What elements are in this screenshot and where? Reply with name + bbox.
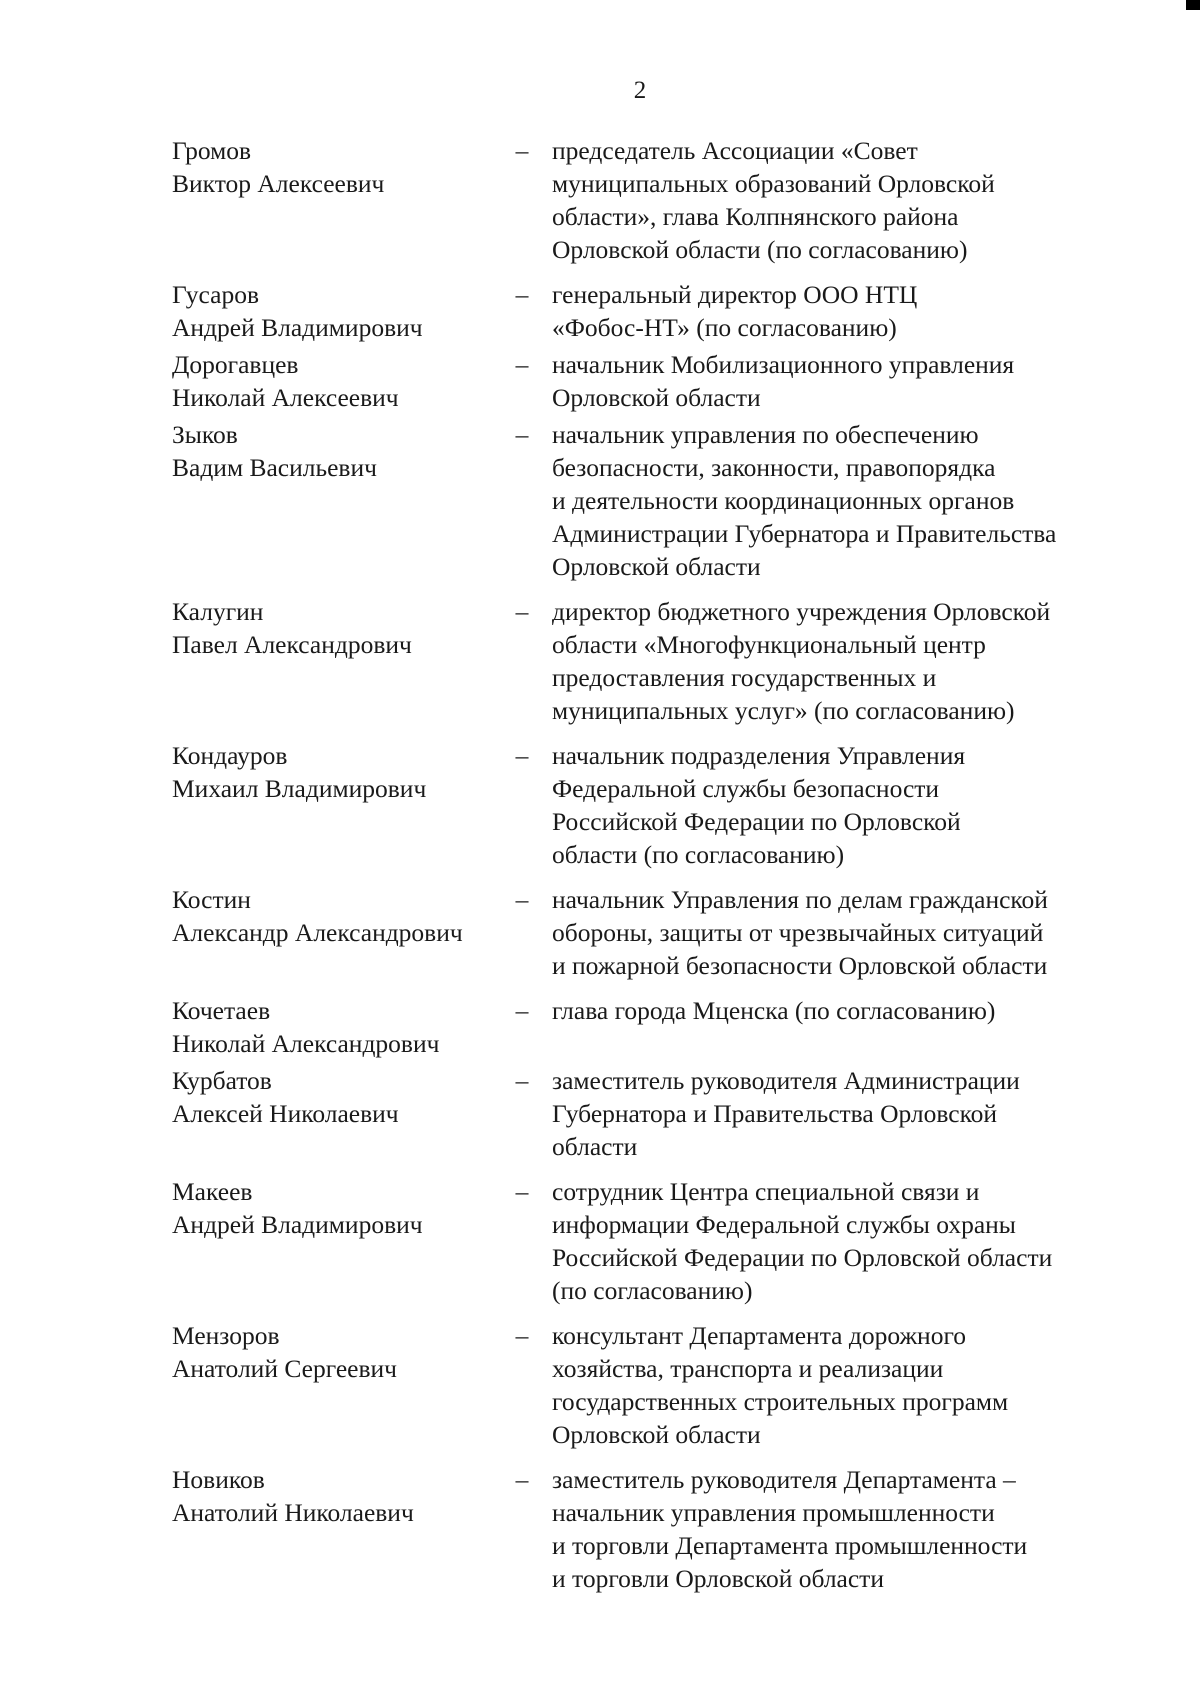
member-entry xyxy=(172,134,1132,266)
member-name xyxy=(172,1064,492,1163)
member-name xyxy=(172,134,492,266)
member-given-names: Виктор Алексеевич xyxy=(172,169,385,198)
member-name xyxy=(172,348,492,414)
separator-dash: – xyxy=(515,597,529,626)
member-given-names: Вадим Васильевич xyxy=(172,453,377,482)
separator-dash: – xyxy=(515,420,529,449)
member-role: заместитель руководителя Администрации Губернатора и Правительства Орловской области xyxy=(552,1066,1020,1161)
member-name xyxy=(172,418,492,583)
member-entry xyxy=(172,1319,1132,1451)
member-role: консультант Департамента дорожного хозяйства, транспорта и реализации государственных строительных программ Орловской области xyxy=(552,1321,1009,1449)
member-name xyxy=(172,1463,492,1595)
member-surname: Курбатов xyxy=(172,1066,272,1095)
member-surname: Новиков xyxy=(172,1465,265,1494)
member-entry xyxy=(172,278,1132,344)
member-given-names: Анатолий Николаевич xyxy=(172,1498,414,1527)
separator-dash: – xyxy=(515,1465,529,1494)
member-given-names: Николай Александрович xyxy=(172,1029,440,1058)
member-role: начальник Мобилизационного управления Орловской области xyxy=(552,350,1015,412)
member-role: начальник управления по обеспечению безопасности, законности, правопорядка и деятельности координационных органов Администрации Губернатора и Правительства Орловской области xyxy=(552,420,1057,581)
member-entry xyxy=(172,595,1132,727)
member-name xyxy=(172,1319,492,1451)
member-given-names: Алексей Николаевич xyxy=(172,1099,399,1128)
member-name xyxy=(172,278,492,344)
member-surname: Мензоров xyxy=(172,1321,280,1350)
member-entry xyxy=(172,348,1132,414)
separator-dash: – xyxy=(515,1066,529,1095)
member-role: глава города Мценска (по согласованию) xyxy=(552,996,996,1025)
member-surname: Зыков xyxy=(172,420,238,449)
separator-dash: – xyxy=(515,885,529,914)
page-number: 2 xyxy=(633,77,647,104)
member-given-names: Павел Александрович xyxy=(172,630,412,659)
member-role: генеральный директор ООО НТЦ «Фобос-НТ» (по согласованию) xyxy=(552,280,918,342)
separator-dash: – xyxy=(515,996,529,1025)
member-entry xyxy=(172,1175,1132,1307)
member-entry xyxy=(172,418,1132,583)
member-surname: Гусаров xyxy=(172,280,260,309)
member-entry xyxy=(172,883,1132,982)
separator-dash: – xyxy=(515,280,529,309)
separator-dash: – xyxy=(515,1177,529,1206)
scan-corner-mark xyxy=(1186,0,1200,10)
member-entry xyxy=(172,1463,1132,1595)
member-name xyxy=(172,739,492,871)
separator-dash: – xyxy=(515,1321,529,1350)
member-role: председатель Ассоциации «Совет муниципальных образований Орловской области», глава Колпнянского района Орловской области (по согласованию) xyxy=(552,136,995,264)
member-entry xyxy=(172,994,1132,1060)
member-name xyxy=(172,883,492,982)
member-name xyxy=(172,994,492,1060)
member-surname: Кочетаев xyxy=(172,996,271,1025)
member-given-names: Андрей Владимирович xyxy=(172,1210,423,1239)
member-surname: Макеев xyxy=(172,1177,253,1206)
member-given-names: Николай Алексеевич xyxy=(172,383,399,412)
member-given-names: Андрей Владимирович xyxy=(172,313,423,342)
separator-dash: – xyxy=(515,741,529,770)
member-role: начальник Управления по делам гражданской обороны, защиты от чрезвычайных ситуаций и пожарной безопасности Орловской области xyxy=(552,885,1048,980)
member-surname: Костин xyxy=(172,885,251,914)
member-given-names: Александр Александрович xyxy=(172,918,463,947)
member-name xyxy=(172,595,492,727)
member-entry xyxy=(172,1064,1132,1163)
member-surname: Кондауров xyxy=(172,741,288,770)
member-role: директор бюджетного учреждения Орловской области «Многофункциональный центр предоставления государственных и муниципальных услуг» (по согласованию) xyxy=(552,597,1051,725)
member-surname: Калугин xyxy=(172,597,264,626)
member-list xyxy=(172,134,1132,1595)
member-surname: Громов xyxy=(172,136,252,165)
member-name xyxy=(172,1175,492,1307)
separator-dash: – xyxy=(515,136,529,165)
member-role: заместитель руководителя Департамента – начальник управления промышленности и торговли Департамента промышленности и торговли Орловской области xyxy=(552,1465,1028,1593)
member-given-names: Михаил Владимирович xyxy=(172,774,427,803)
member-surname: Дорогавцев xyxy=(172,350,299,379)
member-entry xyxy=(172,739,1132,871)
separator-dash: – xyxy=(515,350,529,379)
member-given-names: Анатолий Сергеевич xyxy=(172,1354,397,1383)
member-role: начальник подразделения Управления Федеральной службы безопасности Российской Федерации по Орловской области (по согласованию) xyxy=(552,741,966,869)
member-role: сотрудник Центра специальной связи и информации Федеральной службы охраны Российской Федерации по Орловской области (по согласованию) xyxy=(552,1177,1053,1305)
